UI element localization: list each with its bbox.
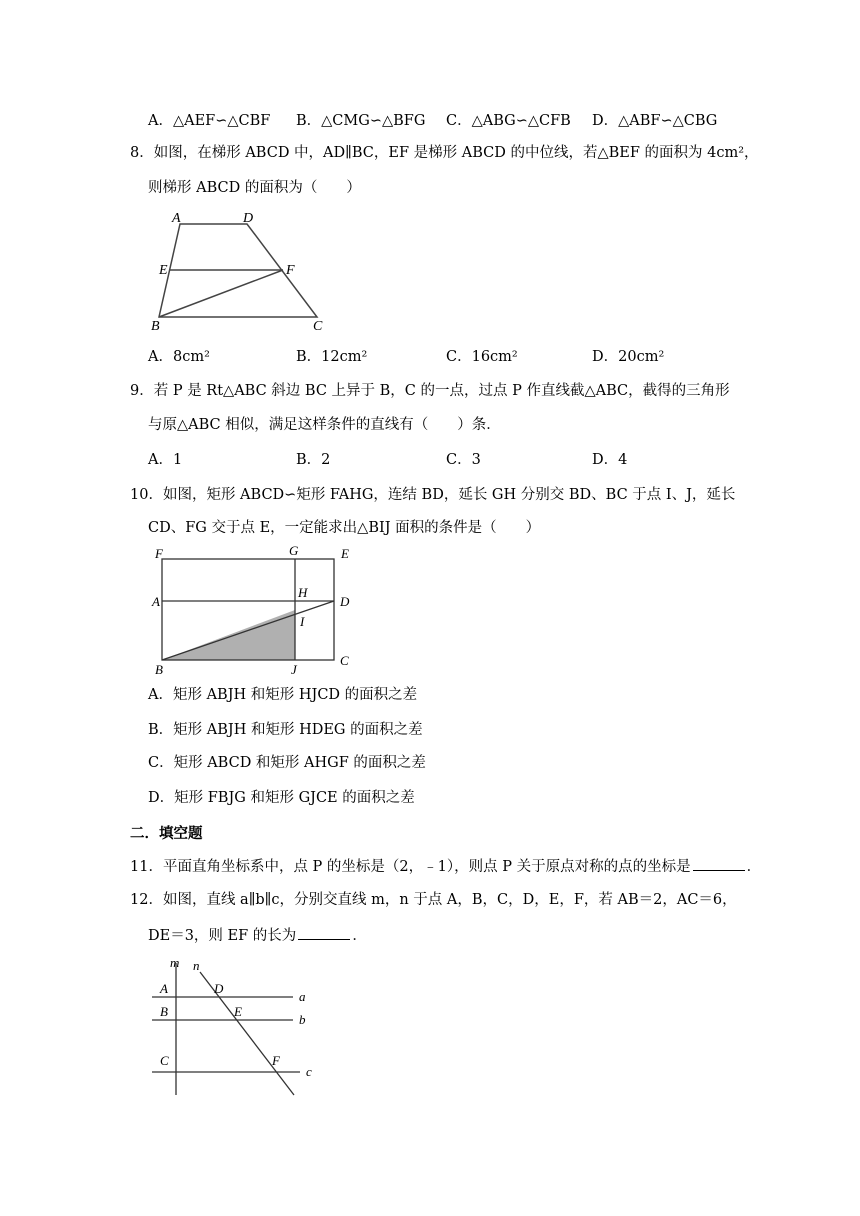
q9-option-b: B．2 [296,452,331,468]
q9-stem-line1: 9．若 P 是 Rt△ABC 斜边 BC 上异于 B，C 的一点，过点 P 作直线截△ABC，截得的三角形 [130,383,730,399]
q12-label-d: D [214,981,224,996]
q10-label-c: C [340,653,349,668]
q12-label-line-a: a [299,989,306,1004]
q8-option-b: B．12cm² [296,349,368,365]
q12-label-f: F [272,1053,280,1068]
q12-parallel-lines-figure [148,955,323,1100]
q12-label-e: E [234,1004,242,1019]
q10-option-c: C．矩形 ABCD 和矩形 AHGF 的面积之差 [148,755,426,771]
q10-label-i: I [300,614,305,629]
q11-stem [130,856,761,877]
q10-rectangle-figure [148,543,363,678]
q10-stem-line1: 10．如图，矩形 ABCD∽矩形 FAHG，连结 BD，延长 GH 分别交 BD、BC 于点 I、J，延长 [130,487,736,503]
q12-label-b: B [160,1004,168,1019]
q12-stem-line1: 12．如图，直线 a∥b∥c，分别交直线 m，n 于点 A，B，C，D，E，F，若 AB＝2，AC＝6， [130,892,737,908]
q10-stem-line2: CD、FG 交于点 E，一定能求出△BIJ 面积的条件是（ ） [148,520,541,536]
section-title-fill-in: 二．填空题 [130,826,203,842]
q11-answer-blank[interactable] [693,856,745,871]
q9-option-d: D．4 [592,452,628,468]
q8-label-a: A [172,211,181,226]
q8-stem-line2: 则梯形 ABCD 的面积为（ ） [148,180,361,196]
q10-option-a: A．矩形 ABJH 和矩形 HJCD 的面积之差 [148,687,418,703]
q10-label-d: D [340,594,350,609]
q9-stem-line2: 与原△ABC 相似，满足这样条件的直线有（ ）条． [148,417,501,433]
q10-label-h: H [298,585,308,600]
q8-label-f: F [286,263,295,278]
q12-label-c: C [160,1053,169,1068]
q7-option-b: B．△CMG∽△BFG [296,113,426,129]
q12-label-a: A [160,981,168,996]
q10-label-g: G [289,543,299,558]
q11-text-after: ． [746,859,762,875]
q11-text-before: 11．平面直角坐标系中，点 P 的坐标是（2，﹣1），则点 P 关于原点对称的点的坐标是 [130,859,691,875]
q8-option-d: D．20cm² [592,349,665,365]
q12-text-after: ． [352,928,367,944]
q7-option-c: C．△ABG∽△CFB [446,113,571,129]
q10-label-f: F [155,546,163,561]
q12-stem-line2 [148,925,367,946]
q9-option-c: C．3 [446,452,481,468]
q12-label-m: m [170,955,180,970]
q7-option-d: D．△ABF∽△CBG [592,113,718,129]
q12-text-before: DE＝3，则 EF 的长为 [148,928,297,944]
q8-option-a: A．8cm² [148,349,210,365]
q8-label-e: E [159,263,168,278]
q12-answer-blank[interactable] [298,925,350,940]
q10-label-e: E [341,546,349,561]
q10-option-b: B．矩形 ABJH 和矩形 HDEG 的面积之差 [148,722,423,738]
q10-label-a: A [152,594,160,609]
q8-trapezoid-figure [145,210,335,335]
q10-label-j: J [291,662,297,677]
q8-label-c: C [313,319,323,334]
q8-label-b: B [151,319,160,334]
q9-option-a: A．1 [148,452,183,468]
q8-stem-line1: 8．如图，在梯形 ABCD 中，AD∥BC，EF 是梯形 ABCD 的中位线，若△BEF 的面积为 4cm²， [130,145,759,161]
q12-label-line-c: c [306,1064,312,1079]
q7-option-a: A．△AEF∽△CBF [148,113,271,129]
q10-option-d: D．矩形 FBJG 和矩形 GJCE 的面积之差 [148,790,415,806]
q8-option-c: C．16cm² [446,349,518,365]
q8-label-d: D [243,211,254,226]
q12-label-n: n [193,958,200,973]
q12-label-line-b: b [299,1012,306,1027]
q10-label-b: B [155,662,163,677]
